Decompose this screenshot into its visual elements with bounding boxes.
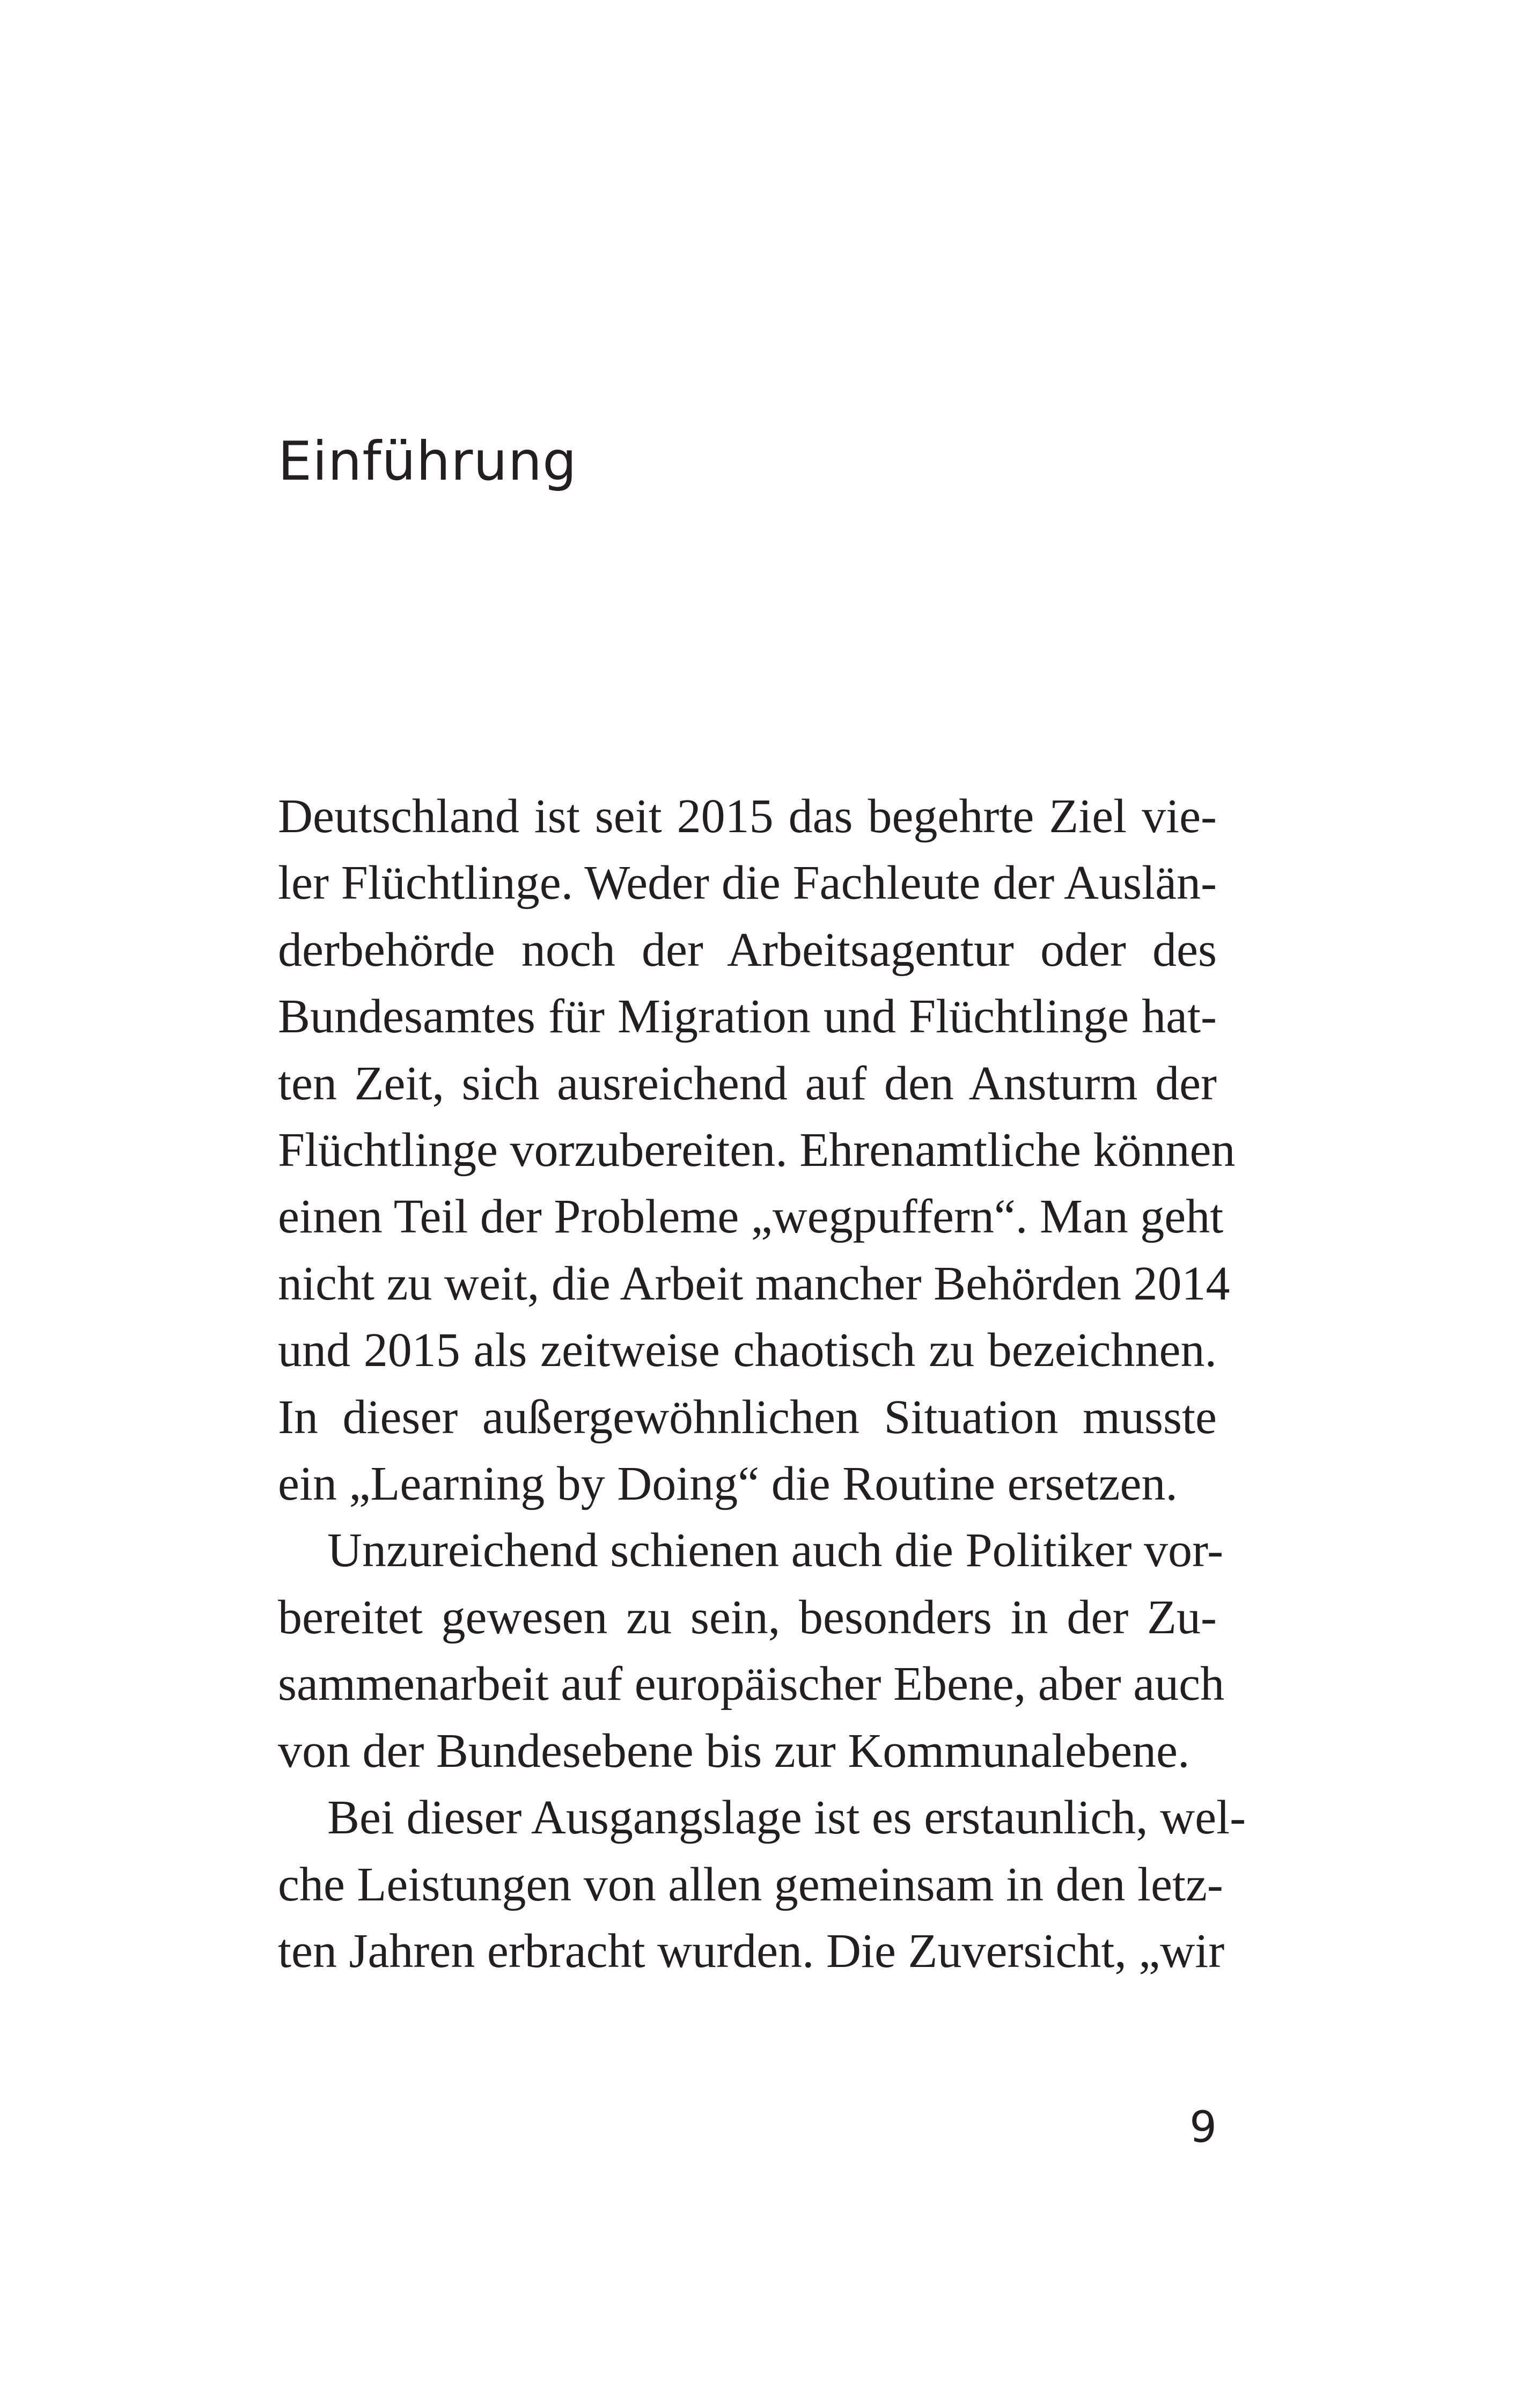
text-line: bereitet gewesen zu sein, besonders in der Zu- [278,1590,1217,1644]
text-line: ten Jahren erbracht wurden. Die Zuversicht, „wir [278,1924,1225,1978]
text-line: ten Zeit, sich ausreichend auf den Ansturm der [278,1056,1217,1110]
text-line: nicht zu weit, die Arbeit mancher Behörden 2014 [278,1257,1230,1310]
text-line: Bei dieser Ausgangslage ist es erstaunlich, wel- [327,1791,1246,1845]
page-number: 9 [1189,2102,1217,2152]
paragraph-2 [278,1517,1225,1785]
text-line: derbehörde noch der Arbeitsagentur oder des [278,923,1217,977]
text-line: che Leistungen von allen gemeinsam in den letz- [278,1858,1223,1911]
text-line: Deutschland ist seit 2015 das begehrte Ziel vie- [278,790,1217,843]
body-text [278,783,1246,1985]
text-line: einen Teil der Probleme „wegpuffern“. Man geht [278,1190,1224,1244]
text-line: Flüchtlinge vorzubereiten. Ehrenamtliche können [278,1124,1236,1177]
paragraph-3 [278,1785,1246,1985]
text-line: und 2015 als zeitweise chaotisch zu bezeichnen. [278,1324,1217,1377]
text-line: Unzureichend schienen auch die Politiker vor- [327,1524,1224,1577]
text-line: ler Flüchtlinge. Weder die Fachleute der Auslän- [278,856,1217,910]
text-line: sammenarbeit auf europäischer Ebene, aber auch [278,1657,1225,1711]
text-line: von der Bundesebene bis zur Kommunalebene. [278,1724,1190,1778]
chapter-title: Einführung [278,430,577,493]
paragraph-1 [278,783,1236,1517]
text-line: ein „Learning by Doing“ die Routine ersetzen. [278,1457,1178,1511]
text-line: In dieser außergewöhnlichen Situation musste [278,1390,1217,1444]
text-line: Bundesamtes für Migration und Flüchtlinge hat- [278,990,1217,1044]
